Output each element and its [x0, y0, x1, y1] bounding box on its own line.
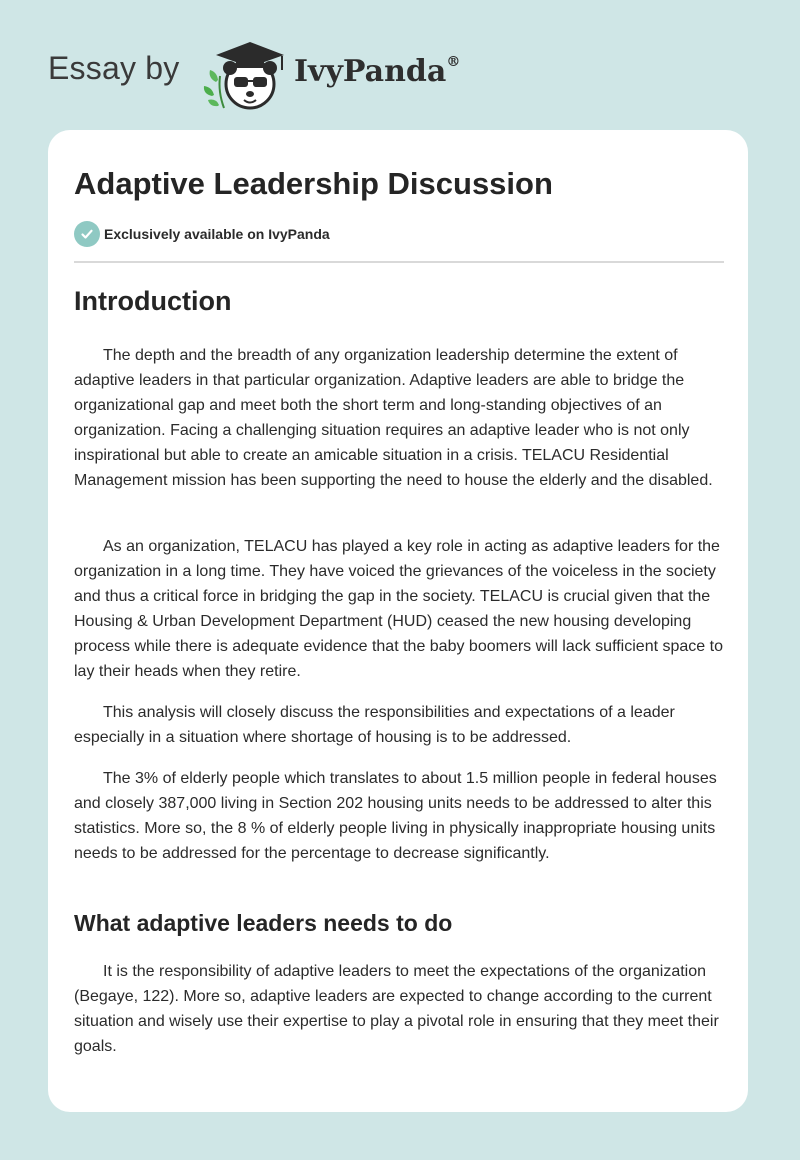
check-icon: [74, 221, 100, 247]
exclusive-badge: [74, 221, 330, 247]
exclusive-badge-label: Exclusively available on IvyPanda: [104, 226, 330, 242]
essay-by-label: Essay by: [48, 50, 180, 86]
title-divider: [74, 261, 724, 263]
article-card: [48, 130, 748, 1112]
paragraph: It is the responsibility of adaptive leaders to meet the expectations of the organization (Begaye, 122). More so, adaptive leaders are expected to change according to the current situation and wisely use their expertise to play a pivotal role in ensuring that they meet their goals.: [74, 963, 719, 1055]
brand-name[interactable]: IvyPanda®: [294, 54, 461, 89]
site-header: [48, 32, 752, 112]
ivypanda-logo-icon[interactable]: [202, 36, 292, 112]
page-title: Adaptive Leadership Discussion: [74, 166, 553, 201]
paragraph: The depth and the breadth of any organization leadership determine the extent of adaptive leaders in that particular organization. Adaptive leaders are able to bridge the organizational gap and meet both the short term and long-standing objectives of an organization. Facing a challenging situation requires an adaptive leader who is not only inspirational but able to create an amicable situation in a crisis. TELACU Residential Management mission has been supporting the need to house the elderly and the disabled.: [74, 347, 713, 489]
paragraph: As an organization, TELACU has played a key role in acting as adaptive leaders for the organization in a long time. They have voiced the grievances of the voiceless in the society and thus a critical force in bridging the gap in the society. TELACU is crucial given that the Housing & Urban Development Department (HUD) ceased the new housing developing process while there is adequate evidence that the baby boomers will lack sufficient space to lay their heads when they retire.: [74, 538, 723, 680]
paragraph: The 3% of elderly people which translates to about 1.5 million people in federal houses and closely 387,000 living in Section 202 housing units needs to be addressed to alter this statistics. More so, the 8 % of elderly people living in physically inappropriate housing units needs to be addressed for the percentage to decrease significantly.: [74, 770, 717, 862]
section-heading-introduction: Introduction: [74, 286, 232, 316]
section-heading-what-adaptive-leaders: What adaptive leaders needs to do: [74, 910, 453, 936]
paragraph: This analysis will closely discuss the responsibilities and expectations of a leader especially in a situation where shortage of housing is to be addressed.: [74, 704, 675, 746]
